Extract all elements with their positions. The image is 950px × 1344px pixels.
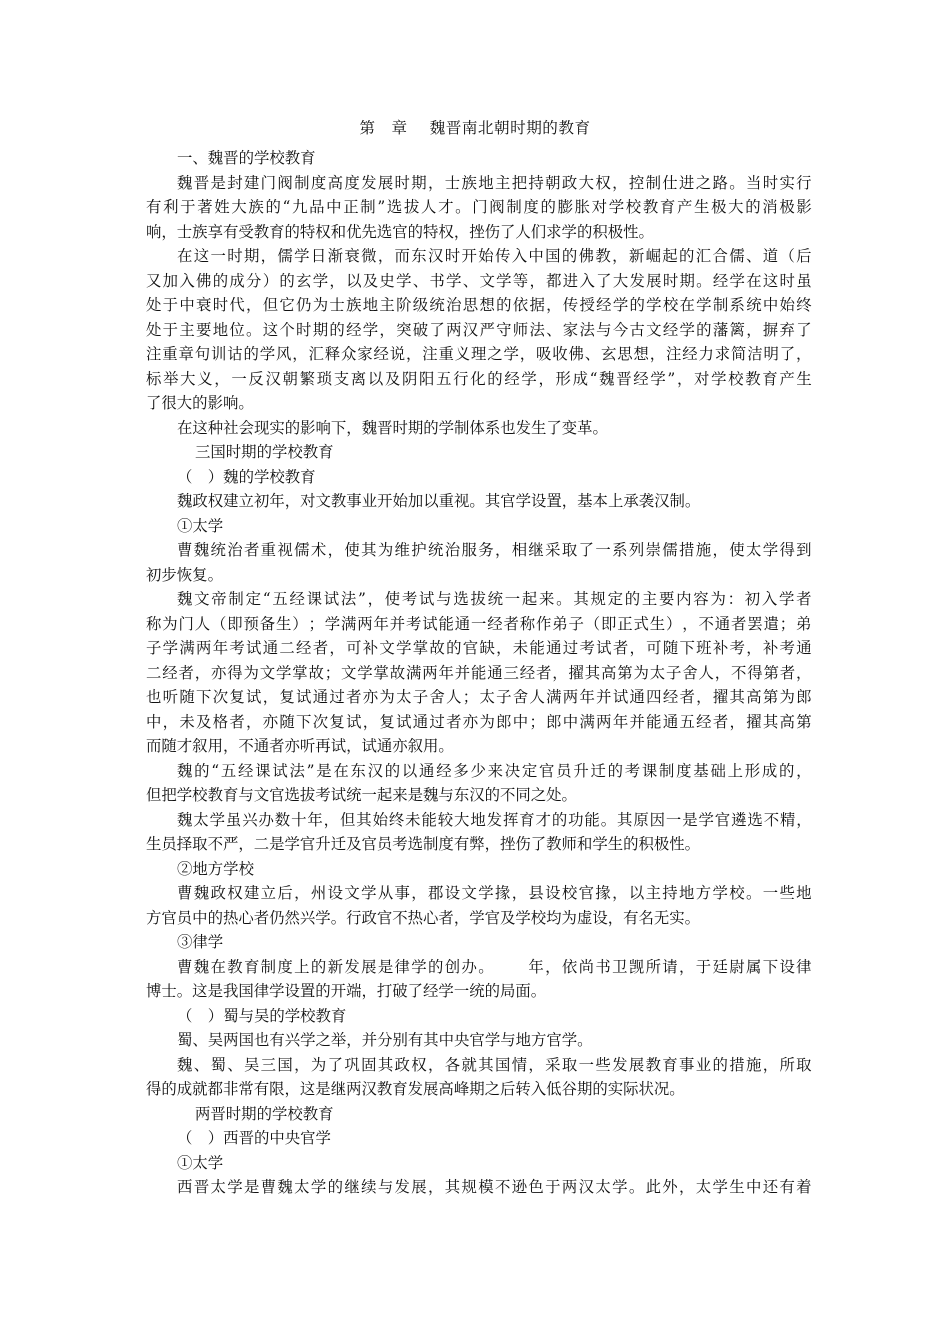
text-line: 博士。这是我国律学设置的开端，打破了经学一统的局面。 xyxy=(146,982,547,1000)
text-line: 曹 魏 在 教 育 制 度 上 的 新 发 展 是 律 学 的 创 办 。 年 ， 依 尚 书 卫 觊 所 请 ， 于 廷 尉 属 下 设 律 xyxy=(177,957,812,976)
text-line: 又 加 入 佛 的 成 分 ） 的 玄 学 ， 以 及 史 学 、 书 学 、 文 学 等 ， 都 进 入 了 大 发 展 时 期 。 经 学 在 这 时 虽 xyxy=(146,271,812,290)
text-line: 魏 太 学 虽 兴 办 数 十 年 ， 但 其 始 终 未 能 较 大 地 发 挥 育 才 的 功 能 。 其 原 因 一 是 学 官 遴 选 不 精 ， xyxy=(177,810,812,829)
text-line: （ ）魏的学校教育 xyxy=(177,467,316,486)
text-line: 处 于 主 要 地 位 。 这 个 时 期 的 经 学 ， 突 破 了 两 汉 严 守 师 法 、 家 法 与 今 古 文 经 学 的 藩 篱 ， 摒 弃 了 xyxy=(146,320,812,339)
text-line: 初步恢复。 xyxy=(146,565,223,584)
text-line: 在这种社会现实的影响下，魏晋时期的学制体系也发生了变革。 xyxy=(177,418,608,437)
text-line: 两晋时期的学校教育 xyxy=(195,1104,334,1123)
text-line: 魏政权建立初年，对文教事业开始加以重视。其官学设置，基本上承袭汉制。 xyxy=(177,492,701,510)
text-line: ①太学 xyxy=(177,1153,224,1172)
text-line: 处 于 中 衰 时 代 ， 但 它 仍 为 士 族 地 主 阶 级 统 治 思 想 的 依 据 ， 传 授 经 学 的 学 校 在 学 制 系 统 中 始 终 xyxy=(146,296,812,314)
text-line: 魏 的 “ 五 经 课 试 法 ” 是 在 东 汉 的 以 通 经 多 少 来 决 定 官 员 升 迁 的 考 课 制 度 基 础 上 形 成 的 ， xyxy=(177,761,812,780)
chapter-name: 魏晋南北朝时期的教育 xyxy=(429,119,591,137)
text-line: （ ）西晋的中央官学 xyxy=(177,1129,331,1147)
text-line: 但把学校教育与文官选拔考试统一起来是魏与东汉的不同之处。 xyxy=(146,786,577,804)
text-line: 得的成就都非常有限，这是继两汉教育发展高峰期之后转入低谷期的实际状况。 xyxy=(146,1080,685,1098)
chapter-title xyxy=(0,118,950,138)
text-line: 魏 文 帝 制 定 “ 五 经 课 试 法 ” ， 使 考 试 与 选 拔 统 一 起 来 。 其 规 定 的 主 要 内 容 为 ： 初 入 学 者 xyxy=(177,590,812,608)
text-line: 蜀、吴两国也有兴学之举，并分别有其中央官学与地方官学。 xyxy=(177,1031,593,1049)
text-line: 方官员中的热心者仍然兴学。行政官不热心者，学官及学校均为虚设，有名无实。 xyxy=(146,908,701,927)
text-line: 标 举 大 义 ， 一 反 汉 朝 繁 琐 支 离 以 及 阴 阳 五 行 化 的 经 学 ， 形 成 “ 魏 晋 经 学 ” ， 对 学 校 教 育 产 生 xyxy=(146,369,812,388)
text-line: 生员择取不严，二是学官升迁及官员考选制度有弊，挫伤了教师和学生的积极性。 xyxy=(146,835,701,853)
text-line: 了很大的影响。 xyxy=(146,394,254,412)
text-line: ③律学 xyxy=(177,933,224,951)
text-line: 魏 、 蜀 、 吴 三 国 ， 为 了 巩 固 其 政 权 ， 各 就 其 国 情 ， 采 取 一 些 发 展 教 育 事 业 的 措 施 ， 所 取 xyxy=(177,1055,812,1074)
body-text xyxy=(146,146,812,1200)
text-line: 中 ， 未 及 格 者 ， 亦 随 下 次 复 试 ， 复 试 通 过 者 亦 为 郎 中 ； 郎 中 满 两 年 并 能 通 五 经 者 ， 擢 其 高 第 xyxy=(146,712,812,731)
text-line: ②地方学校 xyxy=(177,859,254,878)
chapter-prefix: 第 xyxy=(359,119,376,137)
text-line: 称 为 门 人 （ 即 预 备 生 ） ； 学 满 两 年 并 考 试 能 通 一 经 者 称 作 弟 子 （ 即 正 式 生 ） ， 不 通 者 罢 遣 ； 弟 xyxy=(146,614,812,633)
text-line: 而随才叙用，不通者亦听再试，试通亦叙用。 xyxy=(146,737,454,755)
text-line: 曹 魏 政 权 建 立 后 ， 州 设 文 学 从 事 ， 郡 设 文 学 掾 ， 县 设 校 官 掾 ， 以 主 持 地 方 学 校 。 一 些 地 xyxy=(177,884,812,902)
text-line: 有 利 于 著 姓 大 族 的 “ 九 品 中 正 制 ” 选 拔 人 才 。 门 阀 制 度 的 膨 胀 对 学 校 教 育 产 生 极 大 的 消 极 影 xyxy=(146,198,812,216)
chapter-word: 章 xyxy=(391,119,408,137)
text-line: 一、魏晋的学校教育 xyxy=(177,149,316,167)
text-line: 注 重 章 句 训 诂 的 学 风 ， 汇 释 众 家 经 说 ， 注 重 义 理 之 学 ， 吸 收 佛 、 玄 思 想 ， 注 经 力 求 简 洁 明 了 ， xyxy=(146,345,812,363)
text-line: 二 经 者 ， 亦 得 为 文 学 掌 故 ； 文 学 掌 故 满 两 年 并 能 通 三 经 者 ， 擢 其 高 第 为 太 子 舍 人 ， 不 得 第 者 ， xyxy=(146,663,812,682)
text-line: 三国时期的学校教育 xyxy=(195,443,334,461)
text-line: （ ）蜀与吴的学校教育 xyxy=(177,1006,347,1025)
text-line: 魏 晋 是 封 建 门 阀 制 度 高 度 发 展 时 期 ， 士 族 地 主 把 持 朝 政 大 权 ， 控 制 仕 进 之 路 。 当 时 实 行 xyxy=(177,173,812,192)
text-line: ①太学 xyxy=(177,516,224,535)
text-line: 子 学 满 两 年 考 试 通 二 经 者 ， 可 补 文 学 掌 故 的 官 缺 ， 未 能 通 过 考 试 者 ， 可 随 下 班 补 考 ， 补 考 通 xyxy=(146,639,812,657)
text-line: 西 晋 太 学 是 曹 魏 太 学 的 继 续 与 发 展 ， 其 规 模 不 逊 色 于 两 汉 太 学 。 此 外 ， 太 学 生 中 还 有 着 xyxy=(177,1178,812,1196)
text-line: 也 听 随 下 次 复 试 ， 复 试 通 过 者 亦 为 太 子 舍 人 ； 太 子 舍 人 满 两 年 并 试 通 四 经 者 ， 擢 其 高 第 为 郎 xyxy=(146,688,812,706)
text-line: 在 这 一 时 期 ， 儒 学 日 渐 衰 微 ， 而 东 汉 时 开 始 传 入 中 国 的 佛 教 ， 新 崛 起 的 汇 合 儒 、 道 （ 后 xyxy=(177,247,812,265)
text-line: 曹 魏 统 治 者 重 视 儒 术 ， 使 其 为 维 护 统 治 服 务 ， 相 继 采 取 了 一 系 列 崇 儒 措 施 ， 使 太 学 得 到 xyxy=(177,541,812,559)
text-line: 响，士族享有受教育的特权和优先选官的特权，挫伤了人们求学的积极性。 xyxy=(146,222,654,241)
